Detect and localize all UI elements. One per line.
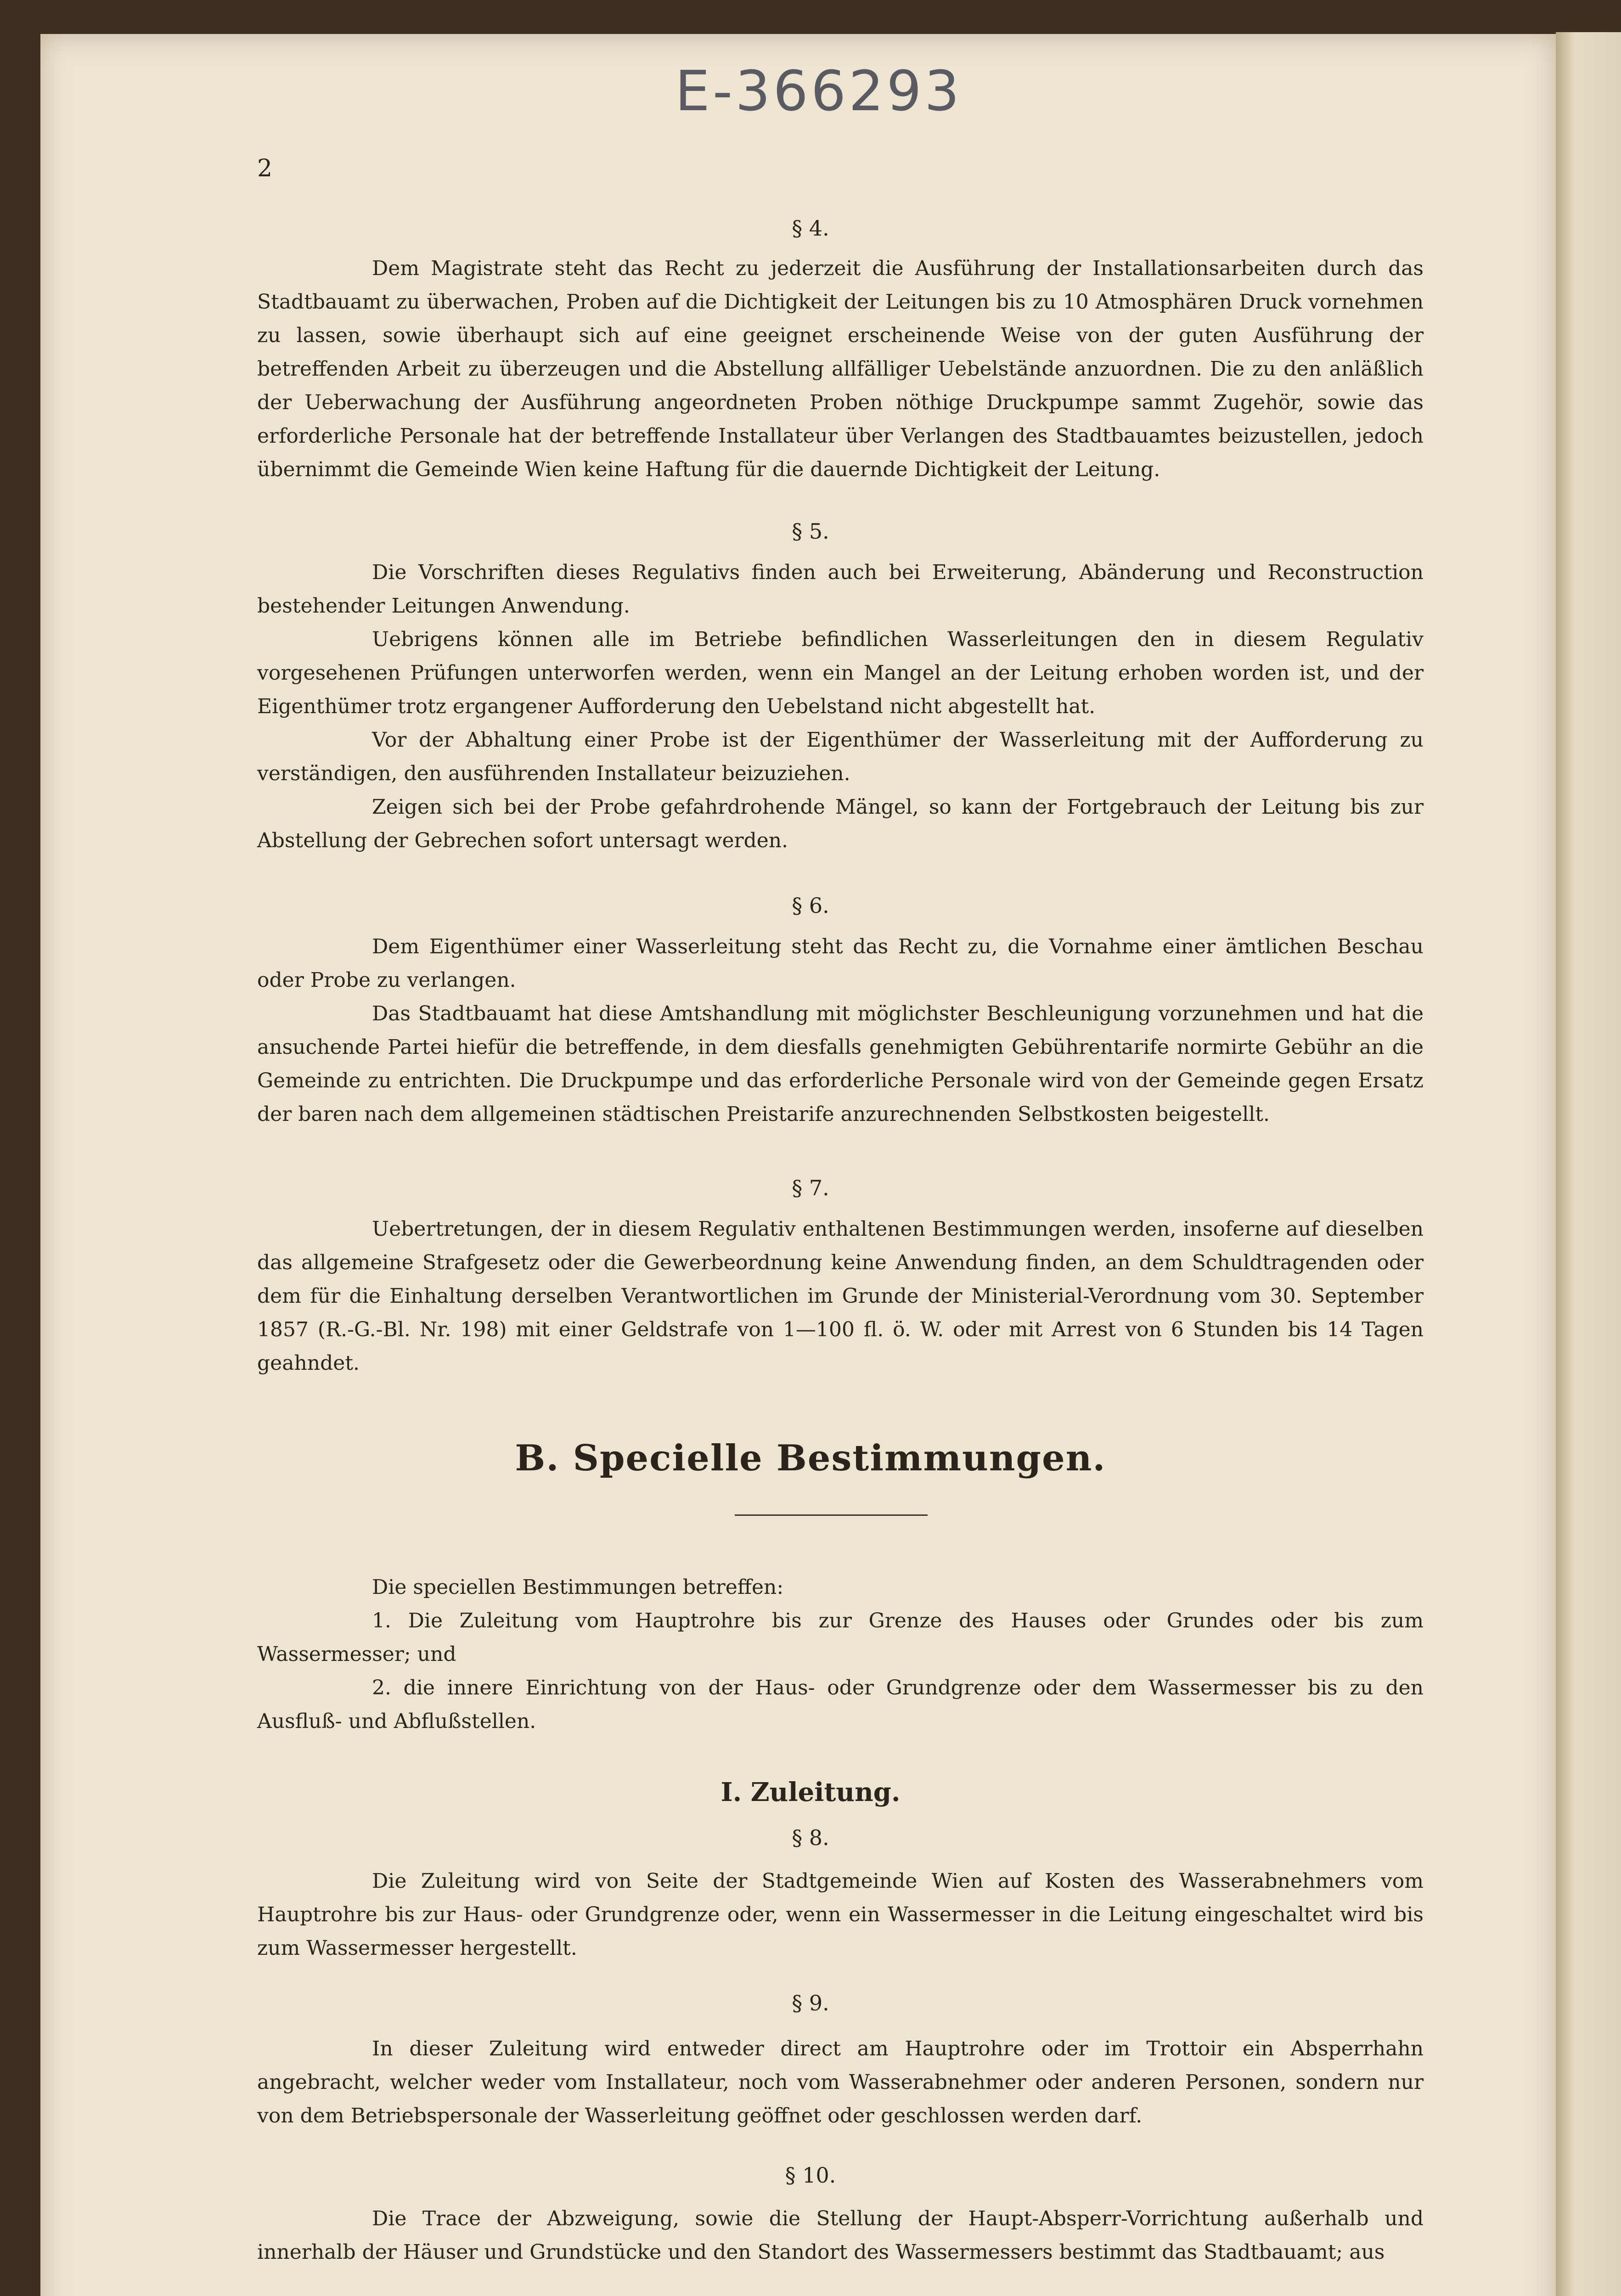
- section-4-heading: § 4.: [792, 216, 829, 241]
- section-4-text: [257, 252, 1424, 486]
- section-6-heading: § 6.: [792, 893, 829, 918]
- title-underline: [735, 1514, 928, 1516]
- section-6-text: [257, 930, 1424, 1131]
- page-number: 2: [257, 155, 273, 182]
- section-8-heading: § 8.: [792, 1825, 829, 1850]
- section-5-text: [257, 556, 1424, 857]
- section-8-text: [257, 1864, 1424, 1965]
- section-b-item-2: 2. die innere Einrichtung von der Haus- oder Grundgrenze oder dem Wassermesser bis zu den Ausfluß- und Abflußstellen.: [257, 1676, 1424, 1733]
- section-8-body: Die Zuleitung wird von Seite der Stadtgemeinde Wien auf Kosten des Wasserabnehmers vom Hauptrohre bis zur Haus- oder Grundgrenze oder, wenn ein Wassermesser in die Leitung eingeschaltet wird bis zum Wassermesser hergestellt.: [257, 1869, 1424, 1960]
- section-10-body: Die Trace der Abzweigung, sowie die Stellung der Haupt-Absperr-Vorrichtung außerhalb und innerhalb der Häuser und Grundstücke und den Standort des Wassermessers bestimmt das Stadtbauamt; aus: [257, 2207, 1424, 2264]
- section-10-heading: § 10.: [785, 2163, 836, 2188]
- section-7-text: [257, 1212, 1424, 1380]
- section-9-heading: § 9.: [792, 1991, 829, 2015]
- section-b-intro: Die speciellen Bestimmungen betreffen:: [372, 1576, 784, 1599]
- section-10-text: [257, 2202, 1424, 2269]
- section-6-para-2: Das Stadtbauamt hat diese Amtshandlung mit möglichster Beschleunigung vorzunehmen und hat die ansuchende Partei hiefür die betreffende, in dem diesfalls genehmigten Gebührentarife normirte Gebühr an die Gemeinde zu entrichten. Die Druckpumpe und das erforderliche Personale wird von der Gemeinde gegen Ersatz der baren nach dem allgemeinen städtischen Preistarife anzurechnenden Selbstkosten beigestellt.: [257, 1002, 1424, 1126]
- section-9-body: In dieser Zuleitung wird entweder direct am Hauptrohre oder im Trottoir ein Absperrhahn angebracht, welcher weder vom Installateur, noch vom Wasserabnehmer oder anderen Personen, sondern nur von dem Betriebspersonale der Wasserleitung geöffnet oder geschlossen werden darf.: [257, 2037, 1424, 2127]
- section-4-body: Dem Magistrate steht das Recht zu jederzeit die Ausführung der Installationsarbeiten durch das Stadtbauamt zu überwachen, Proben auf die Dichtigkeit der Leitungen bis zu 10 Atmosphären Druck vornehmen zu lassen, sowie überhaupt sich auf eine geeignet erscheinende Weise von der guten Ausführung der betreffenden Arbeit zu überzeugen und die Abstellung allfälliger Uebelstände anzuordnen. Die zu den anläßlich der Ueberwachung der Ausführung angeordneten Proben nöthige Druckpumpe sammt Zugehör, sowie das erforderliche Personale hat der betreffende Installateur über Verlangen des Stadtbauamtes beizustellen, jedoch übernimmt die Gemeinde Wien keine Haftung für die dauernde Dichtigkeit der Leitung.: [257, 257, 1424, 481]
- section-7-heading: § 7.: [792, 1176, 829, 1200]
- section-b-title: B. Specielle Bestimmungen.: [515, 1437, 1106, 1479]
- section-5-heading: § 5.: [792, 519, 829, 544]
- section-9-text: [257, 2032, 1424, 2133]
- zuleitung-title: I. Zuleitung.: [720, 1777, 901, 1807]
- section-b-item-1: 1. Die Zuleitung vom Hauptrohre bis zur Grenze des Hauses oder Grundes oder bis zum Wassermesser; und: [257, 1609, 1424, 1666]
- section-5-para-3: Vor der Abhaltung einer Probe ist der Eigenthümer der Wasserleitung mit der Aufforderung zu verständigen, den ausführenden Installateur beizuziehen.: [257, 728, 1424, 785]
- section-5-para-2: Uebrigens können alle im Betriebe befindlichen Wasserleitungen den in diesem Regulativ vorgesehenen Prüfungen unterworfen werden, wenn ein Mangel an der Leitung erhoben worden ist, und der Eigenthümer trotz ergangener Aufforderung den Uebelstand nicht abgestellt hat.: [257, 628, 1424, 718]
- section-b-text: [257, 1570, 1424, 1738]
- section-5-para-4: Zeigen sich bei der Probe gefahrdrohende Mängel, so kann der Fortgebrauch der Leitung bis zur Abstellung der Gebrechen sofort untersagt werden.: [257, 795, 1424, 852]
- section-7-body: Uebertretungen, der in diesem Regulativ enthaltenen Bestimmungen werden, insoferne auf dieselben das allgemeine Strafgesetz oder die Gewerbeordnung keine Anwendung finden, an dem Schuldtragenden oder dem für die Einhaltung derselben Verantwortlichen im Grunde der Ministerial-Verordnung vom 30. September 1857 (R.-G.-Bl. Nr. 198) mit einer Geldstrafe von 1—100 fl. ö. W. oder mit Arrest von 6 Stunden bis 14 Tagen geahndet.: [257, 1217, 1424, 1375]
- section-6-para-1: Dem Eigenthümer einer Wasserleitung steht das Recht zu, die Vornahme einer ämtlichen Beschau oder Probe zu verlangen.: [257, 935, 1424, 992]
- next-page-edge: [1556, 32, 1621, 2296]
- archive-number-handwritten: E-366293: [675, 60, 962, 124]
- section-5-para-1: Die Vorschriften dieses Regulativs finden auch bei Erweiterung, Abänderung und Reconstruction bestehender Leitungen Anwendung.: [257, 561, 1424, 618]
